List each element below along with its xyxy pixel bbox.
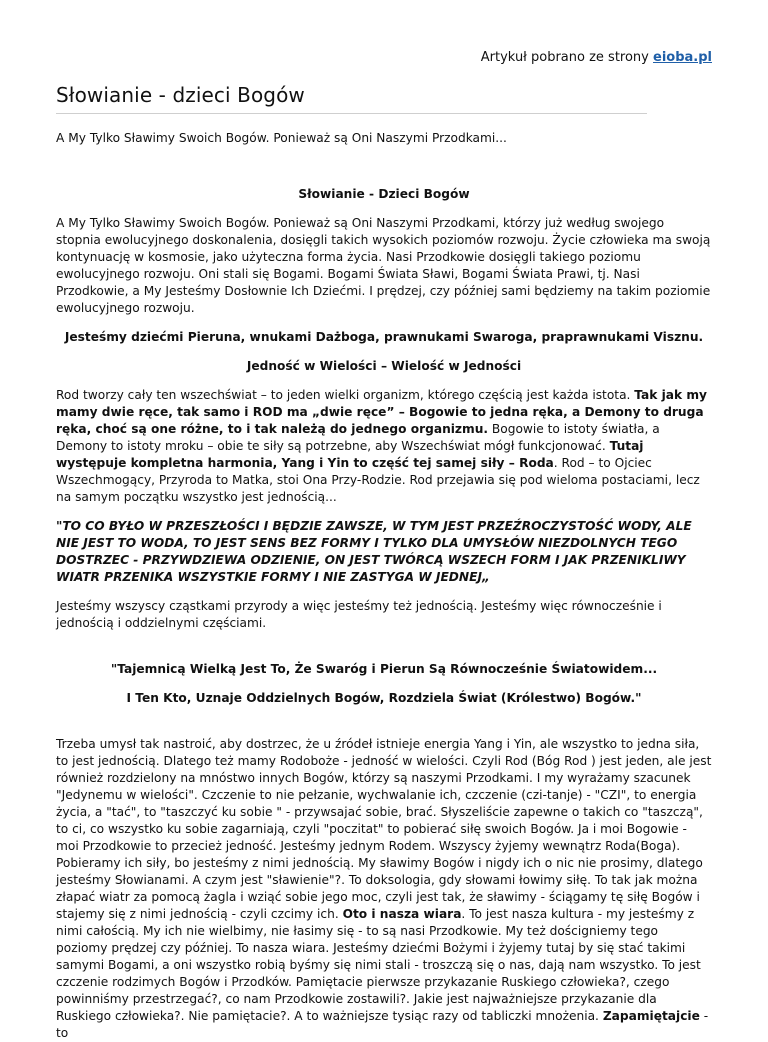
rod-harmony-bold: Tutaj występuje kompletna harmonia, Yang i Yin to część tej samej siły – Roda: [56, 439, 644, 470]
worship-text-2: . To jest nasza kultura - my jesteśmy z nimi całością. My ich nie wielbimy, nie łasimy się - to są nasi Przodkowie. My też dościgniemy tego poziomy prędzej czy później. To nasza wiara. Jesteśmy dziećmi Bożymi i żyjemy tutaj by się stać takimi samymi Bogami, a oni wszystko robią byśmy się nimi stali - troszczą się o nas, dają nam wszystko. To jest czczenie rodzimych Bogów i Przodków. Pamiętacie pierwsze przykazanie Ruskiego człowieka?, czego powinniśmy przestrzegać?, co nam Przodkowie zostawili?. Jakie jest najważniejsze przykazanie dla Ruskiego człowieka?. Nie pamiętacie?. A to ważniejsze tysiąc razy od tabliczki mnożenia.: [56, 907, 701, 1023]
article-body: [56, 126, 712, 1042]
section-heading: Słowianie - Dzieci Bogów: [298, 187, 470, 201]
mystery-line-2: I Ten Kto, Uznaje Oddzielnych Bogów, Rozdziela Świat (Królestwo) Bogów.": [126, 691, 642, 705]
quote-block: "TO CO BYŁO W PRZESZŁOŚCI I BĘDZIE ZAWSZE, W TYM JEST PRZEŹROCZYSTOŚĆ WODY, ALE NIE JEST TO WODA, TO JEST SENS BEZ FORMY I TYLKO DLA UMYSŁÓW NIEZDOLNYCH TEGO DOSTRZEC - PRZYWDZIEWA ODZIENIE, ON JEST TWÓRCĄ WSZECH FORM I JAK PRZENIKLIWY WIATR PRZENIKA WSZYSTKIE FORMY I NIE ZASTYGA W JEDNEJ„: [56, 519, 692, 584]
unity-heading: Jedność w Wielości – Wielość w Jedności: [246, 359, 522, 373]
mystery-line-1: "Tajemnicą Wielką Jest To, Że Swaróg i Pierun Są Równocześnie Światowidem...: [110, 662, 658, 676]
lineage-heading: Jesteśmy dziećmi Pieruna, wnukami Dażboga, prawnukami Swaroga, praprawnukami Visznu.: [64, 330, 704, 344]
source-prefix: Artykuł pobrano ze strony: [480, 50, 649, 65]
rod-text-3: . Rod – to Ojciec Wszechmogący, Przyroda to Matka, stoi Ona Przy-Rodzie. Rod przejawia się pod wieloma postaciami, lecz na samym początku wszystko jest jednością...: [56, 456, 700, 504]
remember-bold: Zapamiętajcie: [602, 1009, 700, 1023]
rod-hands-bold: Tak jak my mamy dwie ręce, tak samo i ROD ma „dwie ręce” – Bogowie to jedna ręka, a Demony to druga ręka, choć są one różne, to i tak należą do jednego organizmu.: [56, 388, 708, 436]
rod-text-1: Rod tworzy cały ten wszechświat – to jeden wielki organizm, którego częścią jest każda istota.: [56, 388, 635, 402]
source-attribution: [481, 50, 712, 65]
paragraph-unity: Jesteśmy wszyscy cząstkami przyrody a więc jesteśmy też jednością. Jesteśmy więc równocześnie i jednością i oddzielnymi częściami.: [56, 599, 662, 630]
rod-text-2: Bogowie to istoty światła, a Demony to istoty mroku – obie te siły są potrzebne, aby Wszechświat mógł funkcjonować.: [56, 422, 660, 453]
worship-text-1: Trzeba umysł tak nastroić, aby dostrzec, że u źródeł istnieje energia Yang i Yin, ale wszystko to jedna siła, to jest jednością. Dlatego też mamy Rodoboże - jedność w wielości. Czyli Rod (Bóg Rod ) jest jeden, ale jest również rozdzielony na mnóstwo innych Bogów, którzy są naszymi Przodkami. I my wyrażamy szacunek "Jedynemu w wielości". Czczenie to nie pełzanie, wychwalanie ich, czczenie (czi-tanje) - "CZI", to energia życia, a "tać", to "taszczyć ku sobie " - przywsajać sobie, brać. Słyszeliście zapewne o takich co "taszczą", to ci, co wszystko ku sobie zagarniają, czyli "poczitat" to pobierać siłę swoich Bogów. Ja i moi Bogowie - moi Przodkowie to przecież jedność. Jesteśmy jednym Rodem. Wszyscy żyjemy wewnątrz Roda(Boga). Pobieramy ich siły, bo jesteśmy z nimi jednością. My sławimy Bogów i nigdy ich o nic nie prosimy, dlatego jesteśmy Słowianami. A czym jest "sławienie"?. To doksologia, gdy słowami łowimy siłę. To tak jak można złapać wiatr za pomocą żagla i wziąć sobie jego moc, czyli jest tak, że sławimy - ściągamy tę siłę Bogów i stajemy się z nimi jednością - czyli czcimy ich.: [56, 737, 712, 921]
paragraph-worship: [56, 736, 712, 1042]
paragraph-intro: A My Tylko Sławimy Swoich Bogów. Ponieważ są Oni Naszymi Przodkami, którzy już według swojego stopnia ewolucyjnego doskonalenia, dosięgli takich wysokich poziomów rozwoju. Życie człowieka ma swoją kontynuację w kosmosie, jako użyteczna forma życia. Nasi Przodkowie dosięgli takiego poziomu ewolucyjnego rozwoju. Oni stali się Bogami. Bogami Świata Sławi, Bogami Świata Prawi, tj. Nasi Przodkowie, a My Jesteśmy Dosłownie Ich Dziećmi. I prędzej, czy później sami będziemy na takim poziomie ewolucyjnego rozwoju.: [56, 216, 711, 315]
paragraph-rod: [56, 387, 712, 506]
page-title: Słowianie - dzieci Bogów: [56, 83, 305, 107]
source-link[interactable]: eioba.pl: [653, 50, 712, 65]
article-lead: A My Tylko Sławimy Swoich Bogów. Ponieważ są Oni Naszymi Przodkami...: [56, 131, 507, 145]
faith-bold: Oto i nasza wiara: [342, 907, 462, 921]
worship-text-3: - to: [56, 1009, 709, 1040]
title-divider: [56, 113, 647, 114]
